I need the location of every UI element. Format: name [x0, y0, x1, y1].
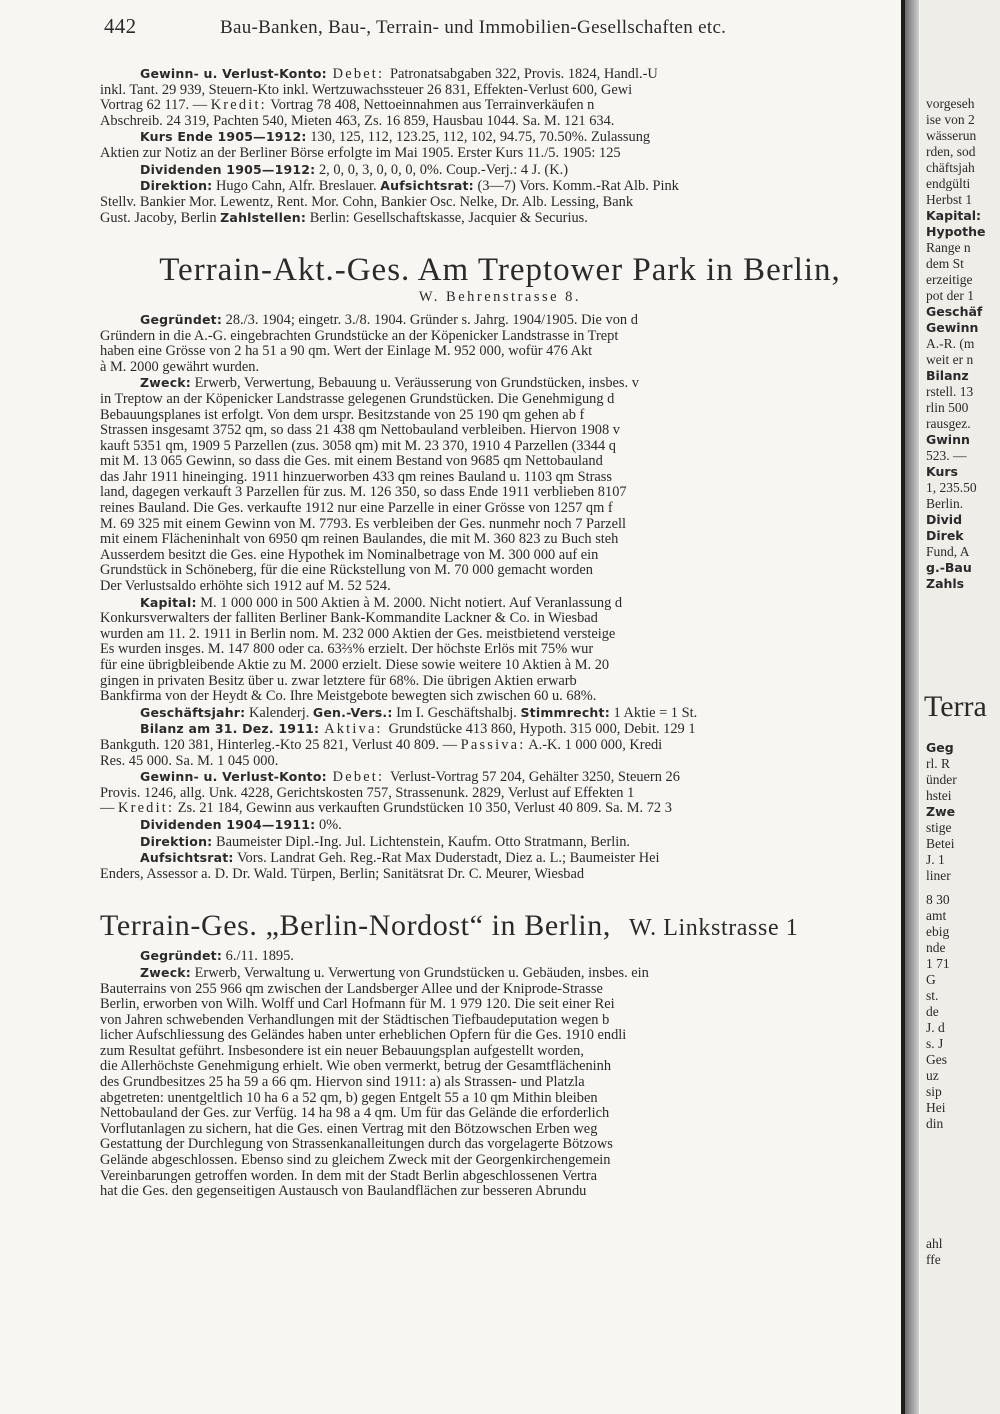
text-line: [100, 375, 900, 392]
text-line: [100, 114, 900, 130]
body-text: Ausserdem besitzt die Ges. eine Hypothek im Nominalbetrage von M. 300 000 auf ein: [100, 547, 599, 563]
text-line: [100, 1091, 900, 1107]
body-text: Bankfirma von der Heydt & Co. Ihre Meistgebote bewegten sich zwischen 60 u. 68%.: [100, 689, 597, 705]
text-line: [100, 611, 900, 627]
text-line: [100, 178, 900, 195]
field-label: Gewinn- u. Verlust-Konto:: [140, 66, 327, 81]
adjacent-page-fragment: Divid: [926, 512, 963, 527]
adjacent-page-fragment: rausgez.: [926, 416, 971, 431]
body-text: 2, 0, 0, 3, 0, 0, 0, 0%. Coup.-Verj.: 4 J. (K.): [315, 161, 568, 178]
entry-continuation: [100, 66, 900, 227]
adjacent-page-fragment: amt: [926, 908, 947, 923]
field-label: Gen.-Vers.:: [312, 704, 393, 720]
body-text: inkl. Tant. 29 939, Steuern-Kto inkl. Wertzuwachssteuer 26 831, Effekten-Verlust 600, Gewi: [100, 82, 633, 98]
adjacent-page-fragment: G: [926, 972, 936, 987]
adjacent-page-fragment: 523. —: [926, 448, 967, 463]
text-line: [100, 146, 900, 162]
adjacent-page-fragment: weit er n: [926, 352, 974, 367]
text-line: [100, 408, 900, 424]
adjacent-page-fragment: st.: [926, 988, 939, 1003]
adjacent-page-fragment: Gewinn: [926, 320, 979, 335]
text-line: [100, 83, 900, 99]
body-text: 0%.: [315, 816, 342, 833]
text-line: [100, 705, 900, 722]
text-line: [100, 769, 900, 786]
text-line: [100, 1028, 900, 1044]
field-label: Gegründet:: [140, 948, 223, 964]
body-text: abgetreten: unentgeltlich 10 ha 6 a 52 qm, b) gegen Entgelt 55 a 10 qm Mithin bleiben: [100, 1090, 598, 1106]
adjacent-page-fragment: chäftsjah: [926, 160, 975, 175]
page-gutter-shadow: [905, 0, 919, 1414]
field-label: Dividenden 1904—1911:: [140, 816, 316, 832]
body-text: Enders, Assessor a. D. Dr. Wald. Türpen, Berlin; Sanitätsrat Dr. C. Meurer, Wiesbad: [100, 866, 585, 882]
body-text: —: [100, 801, 118, 817]
body-text: hat die Ges. den gegenseitigen Austausch von Baulandflächen zur besseren Abrundu: [100, 1184, 587, 1200]
text-line: [100, 485, 900, 501]
text-line: [100, 129, 900, 146]
adjacent-page-fragment: rlin 500: [926, 400, 969, 415]
text-line: [100, 754, 900, 770]
body-text: Berlin, erworben von Wilh. Wolff und Carl Hofmann für M. 1 979 120. Die seit einer Rei: [100, 997, 615, 1013]
text-line: [100, 948, 900, 965]
spaced-label: Debet:: [326, 769, 390, 786]
text-line: [100, 579, 900, 595]
body-text: Im I. Geschäftshalbj.: [392, 704, 521, 721]
body-text: Kalenderj.: [245, 704, 313, 721]
field-label: Direktion:: [140, 178, 213, 194]
text-line: [100, 1137, 900, 1153]
field-label: Direktion:: [140, 833, 213, 849]
adjacent-page-fragment: Bilanz: [926, 368, 969, 383]
text-line: [100, 439, 900, 455]
field-label: Zahlstellen:: [220, 210, 307, 226]
body-text: Vereinbarungen getroffen worden. In dem mit der Stadt Berlin abgeschlossenen Vertra: [100, 1168, 597, 1184]
body-text: für eine übrigbleibende Aktie zu M. 2000 erzielt. Diese sowie weitere 10 Aktien à M. 20: [100, 658, 610, 673]
adjacent-page-fragment: pot der 1: [926, 288, 974, 303]
body-text: 6./11. 1895.: [222, 948, 294, 965]
text-line: [100, 329, 900, 345]
adjacent-page-fragment: s. J: [926, 1036, 944, 1051]
text-line: [100, 834, 900, 851]
text-line: [100, 548, 900, 564]
running-header: [100, 14, 900, 48]
field-label: Dividenden 1905—1912:: [140, 161, 316, 177]
text-line: [100, 1184, 900, 1200]
text-line: [100, 1122, 900, 1138]
body-text: in Treptow an der Köpenicker Landstrasse gelegenen Grundstücken. Die Genehmigung d: [100, 391, 615, 407]
adjacent-page-fragment: Hypothe: [926, 224, 986, 239]
adjacent-page-fragment: uz: [926, 1068, 939, 1083]
adjacent-page-fragment: Geg: [926, 740, 954, 755]
adjacent-page-fragment: 1, 235.50: [926, 480, 977, 495]
section-body: [100, 312, 900, 882]
adjacent-page-fragment: endgülti: [926, 176, 971, 191]
adjacent-page-fragment: rden, sod: [926, 144, 976, 159]
body-text: Erwerb, Verwaltung u. Verwertung von Grundstücken u. Gebäuden, insbes. ein: [191, 964, 649, 981]
body-text: des Grundbesitzes 25 ha 59 a 66 qm. Hiervon sind 1911: a) als Strassen- und Platzla: [100, 1075, 585, 1091]
field-label: Kapital:: [140, 594, 197, 610]
text-line: [100, 1044, 900, 1060]
body-text: zum Resultat geführt. Insbesondere ist ein neuer Bebauungsplan aufgestellt worden,: [100, 1043, 584, 1059]
adjacent-page-fragment: rstell. 13: [926, 384, 974, 399]
adjacent-page-fragment: de: [926, 1004, 939, 1019]
body-text: kauft 5351 qm, 1909 5 Parzellen (zus. 3058 qm) mit M. 23 370, 1910 4 Parzellen (3344 q: [100, 438, 616, 454]
body-text: Konkursverwalters der falliten Berliner Bank-Kommandite Lackner & Co. in Wiesbad: [100, 611, 598, 627]
adjacent-page-fragment: ise von 2: [926, 112, 975, 127]
field-label: Bilanz am 31. Dez. 1911:: [140, 721, 320, 737]
body-text: Gelände abgeschlossen. Ebenso sind zu gleichem Zweck mit der Georgenkirchengemein: [100, 1153, 611, 1169]
body-text: gingen in privaten Besitz über u. zwar letztere für 68%. Die übrigen Aktien erwarb: [100, 673, 577, 689]
adjacent-page-fragment: Zahls: [926, 576, 965, 591]
text-line: [100, 1106, 900, 1122]
section-body: [100, 948, 900, 1200]
adjacent-page-fragment: rl. R: [926, 756, 951, 771]
adjacent-page-fragment: Gwinn: [926, 432, 970, 447]
adjacent-page-fragment: Herbst 1: [926, 192, 973, 207]
text-line: [100, 674, 900, 690]
body-text: Patronatsabgaben 322, Provis. 1824, Handl.-U: [390, 66, 658, 82]
body-text: 28./3. 1904; eingetr. 3./8. 1904. Gründer s. Jahrg. 1904/1905. Die von d: [222, 311, 638, 328]
text-line: [100, 1075, 900, 1091]
text-line: [100, 1153, 900, 1169]
text-line: [100, 738, 900, 754]
body-text: Gründern in die A.-G. eingebrachten Grundstücke an der Köpenicker Landstrasse in Trept: [100, 328, 619, 344]
body-text: reines Bauland. Die Ges. verkaufte 1912 nur eine Parzelle in einer Grösse von 1257 qm f: [100, 501, 613, 517]
spaced-label: Passiva:: [460, 737, 526, 753]
text-line: [100, 360, 900, 376]
body-text: 1 Aktie = 1 St.: [609, 704, 698, 721]
adjacent-page-fragment: g.-Bau: [926, 560, 972, 575]
adjacent-page-fragment: 1 71: [926, 956, 950, 971]
text-line: [100, 195, 900, 211]
adjacent-page-fragment: 8 30: [926, 892, 950, 907]
text-line: [100, 982, 900, 998]
text-line: [100, 801, 900, 817]
field-label: Zweck:: [140, 375, 192, 391]
spaced-label: Debet:: [326, 66, 390, 82]
text-line: [100, 1059, 900, 1075]
adjacent-page-fragment: Kapital:: [926, 208, 982, 223]
body-text: Berlin: Gesellschaftskasse, Jacquier & Securius.: [306, 210, 588, 227]
body-text: à M. 2000 gewährt wurden.: [100, 359, 260, 375]
text-line: [100, 817, 900, 834]
adjacent-page-fragment: Fund, A: [926, 544, 970, 559]
spaced-label: Aktiva:: [319, 721, 389, 738]
body-text: M. 69 325 mit einem Gewinn von M. 7793. Es verbleiben der Ges. nunmehr noch 7 Parzell: [100, 516, 626, 532]
field-label: Gewinn- u. Verlust-Konto:: [140, 769, 327, 785]
adjacent-page-fragment: ebig: [926, 924, 950, 939]
field-label: Aufsichtsrat:: [140, 850, 234, 866]
body-text: Vortrag 78 408, Nettoeinnahmen aus Terrainverkäufen n: [266, 98, 595, 114]
text-line: [100, 501, 900, 517]
body-text: (3—7) Vors. Komm.-Rat Alb. Pink: [473, 178, 679, 195]
adjacent-page-fragment: Geschäf: [926, 304, 983, 319]
adjacent-page-fragment: Direk: [926, 528, 964, 543]
body-text: licher Aufschliessung des Geländes haben unter erheblichen Opfern für die Ges. 1910 endli: [100, 1028, 627, 1044]
adjacent-page-fragment: J. d: [926, 1020, 945, 1035]
body-text: mit einem Flächeninhalt von 6950 qm reinen Baulandes, die mit M. 360 823 zu Buch steh: [100, 532, 619, 548]
adjacent-page-fragment: hstei: [926, 788, 952, 803]
adjacent-page-fragment: J. 1: [926, 852, 945, 867]
running-title: Bau-Banken, Bau-, Terrain- und Immobilien-Gesellschaften etc.: [220, 17, 727, 38]
text-line: [100, 517, 900, 533]
body-text: Abschreib. 24 319, Pachten 540, Mieten 463, Zs. 16 859, Hausbau 1044. Sa. M. 121 634.: [100, 113, 615, 129]
body-text: von Jahren schwebenden Verhandlungen mit der Städtischen Tiefbaudeputation wegen b: [100, 1012, 610, 1028]
field-label: Gegründet:: [140, 311, 223, 327]
body-text: Strassen insgesamt 3752 qm, so dass 21 438 qm Nettobauland verbleiben. Hiervon 1908 v: [100, 423, 620, 439]
text-line: [100, 997, 900, 1013]
text-line: [100, 162, 900, 179]
text-line: [100, 66, 900, 83]
adjacent-page-fragment: A.-R. (m: [926, 336, 975, 351]
body-text: Zs. 21 184, Gewinn aus verkauften Grundstücken 10 350, Verlust 40 809. Sa. M. 72 3: [174, 801, 672, 817]
body-text: Es wurden insges. M. 147 800 oder ca. 63⅔% erzielt. Der höchste Erlös mit 75% wur: [100, 642, 594, 658]
section-title-text: Terrain-Ges. „Berlin-Nordost“ in Berlin,: [100, 909, 611, 943]
text-line: [100, 532, 900, 548]
body-text: Vortrag 62 117. —: [100, 98, 211, 114]
adjacent-page-fragment: vorgeseh: [926, 96, 975, 111]
text-line: [100, 423, 900, 439]
section-title: [100, 910, 900, 944]
text-line: [100, 1169, 900, 1185]
body-text: Vorflutanlagen zu sichern, hat die Ges. einen Vertrag mit den Bötzowschen Erben weg: [100, 1121, 598, 1137]
page-number: 442: [104, 14, 137, 38]
adjacent-page-fragment: ünder: [926, 772, 957, 787]
text-line: [100, 850, 900, 867]
adjacent-page-fragment: din: [926, 1116, 944, 1131]
spaced-label: Kredit:: [210, 98, 267, 114]
body-text: Grundstücke 413 860, Hypoth. 315 000, Debit. 129 1: [388, 721, 696, 738]
text-line: [100, 470, 900, 486]
body-text: Stellv. Bankier Mor. Lewentz, Rent. Mor. Cohn, Bankier Osc. Nelke, Dr. Alb. Lessing, Bank: [100, 194, 634, 210]
adjacent-page-fragment: Betei: [926, 836, 955, 851]
text-line: [100, 965, 900, 982]
field-label: Kurs Ende 1905—1912:: [140, 129, 307, 145]
text-line: [100, 344, 900, 360]
body-text: Bankguth. 120 381, Hinterleg.-Kto 25 821, Verlust 40 809. —: [100, 737, 461, 753]
adjacent-page-fragment: Ges: [926, 1052, 947, 1067]
body-text: haben eine Grösse von 2 ha 51 a 90 qm. Wert der Einlage M. 952 000, wofür 476 Akt: [100, 344, 593, 360]
text-line: [100, 312, 900, 329]
body-text: Hugo Cahn, Alfr. Breslauer.: [212, 178, 381, 195]
body-text: wurden am 11. 2. 1911 in Berlin nom. M. 232 000 Aktien der Ges. meistbietend versteige: [100, 626, 616, 642]
body-text: Vors. Landrat Geh. Reg.-Rat Max Duderstadt, Diez a. L.; Baumeister Hei: [233, 850, 660, 867]
text-line: [100, 595, 900, 612]
body-text: Der Verlustsaldo erhöhte sich 1912 auf M. 52 524.: [100, 579, 391, 595]
adjacent-page-fragment: ahl: [926, 1236, 943, 1251]
field-label: Zweck:: [140, 964, 192, 980]
main-column: [100, 14, 900, 1200]
body-text: Verlust-Vortrag 57 204, Gehälter 3250, Steuern 26: [390, 769, 680, 786]
adjacent-page-fragment: Zwe: [926, 804, 956, 819]
body-text: die Allerhöchste Genehmigung erhielt. Wie oben vermerkt, betrug der Gesamtflächeninh: [100, 1059, 612, 1075]
body-text: mit M. 13 065 Gewinn, so dass die Ges. mit einem Bestand von 9685 qm Nettobauland: [100, 454, 603, 470]
adjacent-page-fragment: erzeitige: [926, 272, 973, 287]
adjacent-page-fragment: Range n: [926, 240, 971, 255]
adjacent-page-fragment: Kurs: [926, 464, 958, 479]
body-text: Nettobauland der Ges. zur Verfüg. 14 ha 98 a 4 qm. Um für das Gelände die erforderlich: [100, 1106, 610, 1122]
body-text: Res. 45 000. Sa. M. 1 045 000.: [100, 753, 279, 769]
text-line: [100, 658, 900, 674]
section-title: Terrain-Akt.-Ges. Am Treptower Park in Berlin,: [159, 251, 841, 288]
adjacent-page-fragment: wässerun: [926, 128, 977, 143]
body-text: das Jahr 1911 hineinging. 1911 hinzuerworben 433 qm reines Bauland u. 1103 qm Strass: [100, 469, 612, 485]
adjacent-page-fragment: Berlin.: [926, 496, 964, 511]
text-line: [100, 210, 900, 227]
text-line: [100, 1013, 900, 1029]
text-line: [100, 721, 900, 738]
adjacent-page-fragment: ffe: [926, 1252, 941, 1267]
adjacent-page-fragment: nde: [926, 940, 946, 955]
adjacent-page-fragment: liner: [926, 868, 951, 883]
field-label: Stimmrecht:: [520, 704, 610, 720]
text-line: [100, 689, 900, 705]
adjacent-page-fragment: Terra: [924, 690, 987, 723]
text-line: [100, 642, 900, 658]
text-line: [100, 786, 900, 802]
adjacent-page-edge: [920, 0, 1000, 1414]
body-text: land, dagegen verkauft 3 Parzellen für zus. M. 126 350, so dass Ende 1911 verblieben 8107: [100, 485, 627, 501]
field-label: Aufsichtsrat:: [380, 178, 474, 194]
body-text: Grundstück in Schöneberg, für die eine Rückstellung von M. 70 000 gemacht worden: [100, 563, 593, 579]
body-text: Aktien zur Notiz an der Berliner Börse erfolgte im Mai 1905. Erster Kurs 11./5. 1905: 125: [100, 145, 621, 161]
text-line: [100, 867, 900, 883]
adjacent-page-fragment: Hei: [926, 1100, 946, 1115]
body-text: Gust. Jacoby, Berlin: [100, 210, 221, 227]
text-line: [100, 454, 900, 470]
text-line: [100, 563, 900, 579]
text-line: [100, 392, 900, 408]
adjacent-page-fragment: stige: [926, 820, 952, 835]
body-text: 130, 125, 112, 123.25, 112, 102, 94.75, 70.50%. Zulassung: [306, 129, 651, 146]
spaced-label: Kredit:: [118, 801, 175, 817]
section-address: W. Linkstrasse 1: [629, 915, 799, 942]
body-text: Gestattung der Durchlegung von Strassenkanalleitungen durch das vorgelagerte Bötzows: [100, 1137, 613, 1153]
adjacent-page-fragment: dem St: [926, 256, 964, 271]
body-text: Baumeister Dipl.-Ing. Jul. Lichtenstein, Kaufm. Otto Stratmann, Berlin.: [212, 833, 631, 850]
text-line: [100, 98, 900, 114]
body-text: Erwerb, Verwertung, Bebauung u. Veräusserung von Grundstücken, insbes. v: [191, 375, 639, 392]
section-address: W. Behrenstrasse 8.: [418, 288, 582, 305]
body-text: Provis. 1246, allg. Unk. 4228, Gerichtskosten 757, Strassenunk. 2829, Verlust auf Effekten 1: [100, 785, 635, 801]
body-text: Bebauungsplanes ist erfolgt. Von dem urspr. Besitzstande von 25 190 qm gehen ab f: [100, 407, 585, 423]
field-label: Geschäftsjahr:: [140, 704, 246, 720]
text-line: [100, 627, 900, 643]
adjacent-page-fragment: sip: [926, 1084, 942, 1099]
body-text: A.-K. 1 000 000, Kredi: [525, 737, 663, 753]
body-text: Bauterrains von 255 966 qm zwischen der Landsberger Allee und der Kniprode-Strasse: [100, 981, 603, 997]
body-text: M. 1 000 000 in 500 Aktien à M. 2000. Nicht notiert. Auf Veranlassung d: [196, 594, 623, 611]
